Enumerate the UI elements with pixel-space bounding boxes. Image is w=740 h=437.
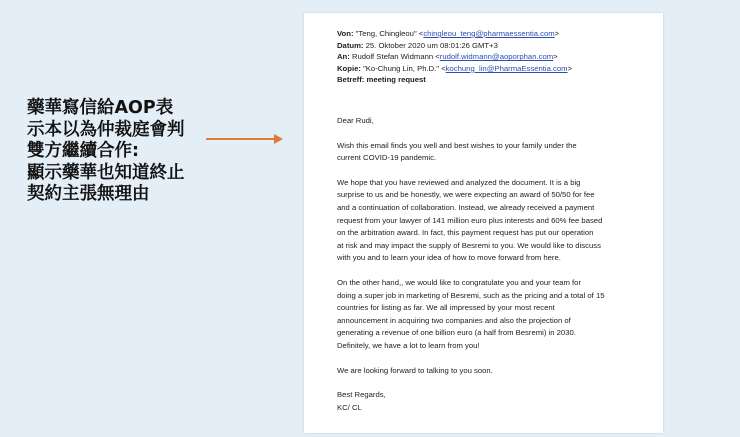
arrow-right-icon bbox=[204, 132, 284, 146]
subject-label: Betreff: bbox=[337, 75, 365, 85]
paragraph-2 bbox=[337, 177, 655, 265]
subject-line bbox=[337, 74, 657, 86]
paragraph-1 bbox=[337, 140, 655, 165]
to-end: > bbox=[553, 52, 558, 62]
annotation-caption bbox=[27, 98, 227, 206]
text-line: countries for listing as far. We all impressed by your most recent bbox=[337, 303, 555, 313]
to-email-link: rudolf.widmann@aoporphan.com bbox=[439, 52, 554, 62]
from-end: > bbox=[554, 29, 560, 38]
to-name: Rudolf Stefan Widmann < bbox=[351, 52, 440, 62]
text-line: doing a super job in marketing of Besremi, such as the pricing and a total of 15 bbox=[337, 290, 605, 300]
from-label: Von: bbox=[337, 29, 354, 38]
caption-line: 顯示藥華也知道終止 bbox=[27, 162, 185, 183]
text-line: Wish this email finds you well and best wishes to your family under the bbox=[337, 140, 577, 150]
text-line: request from your lawyer of 141 million euro plus interests and 60% fee based bbox=[337, 215, 603, 225]
paragraph-4: We are looking forward to talking to you soon. bbox=[337, 365, 493, 375]
text-line: with you and to learn your idea of how to move forward from here. bbox=[337, 253, 561, 263]
caption-line: 契約主張無理由 bbox=[27, 184, 150, 204]
closing bbox=[337, 389, 655, 414]
closing-line: Best Regards, bbox=[337, 390, 386, 400]
email-body bbox=[337, 115, 655, 426]
to-label: An: bbox=[337, 52, 350, 62]
caption-line: 藥華寫信給AOP表 bbox=[27, 98, 174, 118]
paragraph-3 bbox=[337, 277, 655, 353]
text-line: Definitely, we have a lot to learn from you! bbox=[337, 340, 480, 350]
text-line: announcement in acquiring two companies and also the projection of bbox=[337, 315, 571, 325]
to-line bbox=[337, 51, 657, 63]
cc-line bbox=[337, 63, 657, 75]
email-document bbox=[304, 13, 663, 433]
caption-line: 雙方繼續合作: bbox=[27, 141, 139, 161]
signature: KC/ CL bbox=[337, 402, 362, 412]
text-line: On the other hand,, we would like to congratulate you and your team for bbox=[337, 277, 582, 287]
text-line: on the arbitration award. In fact, this payment request has put our operation bbox=[337, 228, 594, 238]
date-line bbox=[337, 40, 657, 52]
cc-email-link: kochung_lin@PharmaEssentia.com bbox=[445, 63, 568, 73]
caption-line: 示本以為仲裁庭會判 bbox=[27, 119, 185, 140]
cc-end: > bbox=[567, 63, 573, 73]
text-line: surprise to us and be honestly, we were expecting an award of 50/50 for fee bbox=[337, 190, 595, 200]
subject-value: meeting request bbox=[366, 75, 426, 85]
text-line: current COVID-19 pandemic. bbox=[337, 153, 437, 163]
text-line: generating a revenue of one billion euro (a half from Besremi) in 2030. bbox=[337, 328, 576, 338]
text-line: We hope that you have reviewed and analyzed the document. It is a big bbox=[337, 177, 581, 187]
text-line: at risk and may impact the supply of Besremi to you. We would like to discuss bbox=[337, 240, 601, 250]
from-email-link: chingleou_teng@pharmaessentia.com bbox=[423, 29, 555, 38]
email-header bbox=[337, 28, 657, 86]
from-line bbox=[337, 28, 657, 40]
greeting: Dear Rudi, bbox=[337, 116, 374, 125]
cc-label: Kopie: bbox=[337, 63, 361, 73]
date-value: 25. Oktober 2020 um 08:01:26 GMT+3 bbox=[365, 40, 498, 50]
cc-name: "Ko-Chung Lin, Ph.D." < bbox=[363, 63, 446, 73]
date-label: Datum: bbox=[337, 40, 364, 50]
text-line: and a continuation of collaboration. Instead, we already received a payment bbox=[337, 202, 595, 212]
from-name: "Teng, Chingleou" < bbox=[355, 29, 424, 38]
